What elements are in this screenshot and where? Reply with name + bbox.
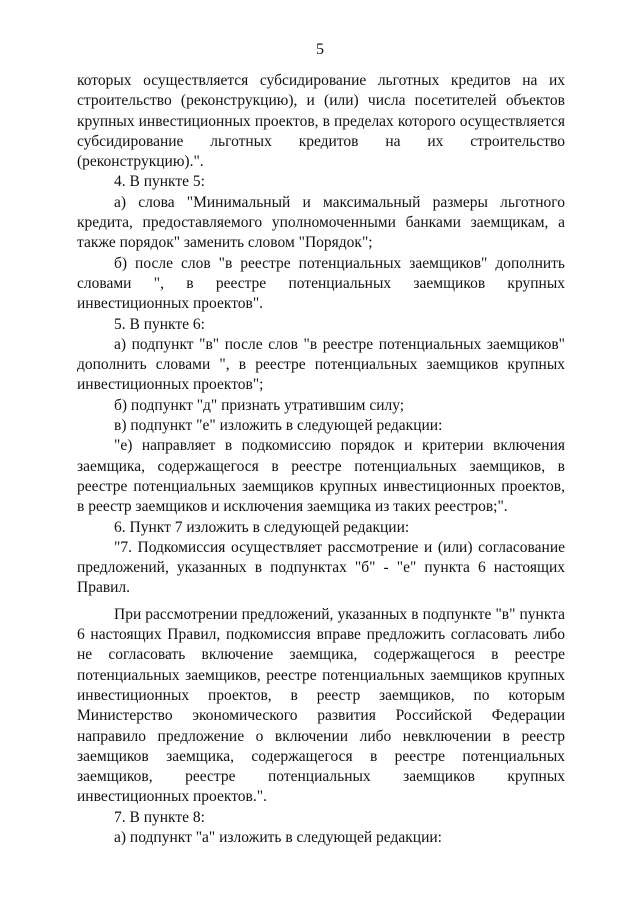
paragraph-item-6-text-cont: При рассмотрении предложений, указанных в подпункте "в" пункта 6 настоящих Правил, подкомиссия вправе предложить согласовать либо не согласовать включение заемщика, содержащегося в реестре потенциальных заемщиков, реестре потенциальных заемщиков крупных инвестиционных проектов, в реестр заемщиков, по которым Министерство экономического развития Российской Федерации направило предложение о включении либо невключении в реестр заемщиков заемщика, содержащегося в реестре потенциальных заемщиков, реестре потенциальных заемщиков крупных инвестиционных проектов.". [77, 605, 565, 806]
paragraph-item-4b: б) после слов "в реестре потенциальных заемщиков" дополнить словами ", в реестре потенциальных заемщиков крупных инвестиционных проектов". [77, 254, 565, 313]
paragraph-item-5a: а) подпункт "в" после слов "в реестре потенциальных заемщиков" дополнить словами ", в реестре потенциальных заемщиков крупных инвестиционных проектов"; [77, 335, 565, 394]
paragraph-item-4: 4. В пункте 5: [114, 173, 205, 191]
paragraph-item-5v-text: "е) направляет в подкомиссию порядок и критерии включения заемщика, содержащегося в реестре потенциальных заемщиков, в реестре потенциальных заемщиков крупных инвестиционных проектов, в реестр заемщиков и исключения заемщика из таких реестров;". [77, 437, 565, 516]
paragraph-item-5v: в) подпункт "е" изложить в следующей редакции: [114, 417, 443, 435]
page-number: 5 [316, 41, 324, 58]
paragraph-continuation: которых осуществляется субсидирование льготных кредитов на их строительство (реконструкцию), и (или) числа посетителей объектов крупных инвестиционных проектов, в пределах которого осуществляется субсидирование льготных кредитов на их строительство (реконструкцию).". [77, 72, 565, 171]
paragraph-item-6-text: "7. Подкомиссия осуществляет рассмотрение и (или) согласование предложений, указанных в подпунктах "б" - "е" пункта 6 настоящих Правил. [77, 538, 565, 597]
paragraph-item-5b: б) подпункт "д" признать утратившим силу; [114, 396, 405, 414]
paragraph-item-7: 7. В пункте 8: [114, 808, 205, 826]
paragraph-item-6: 6. Пункт 7 изложить в следующей редакции: [114, 518, 410, 536]
document-body [77, 71, 565, 848]
paragraph-item-7a: а) подпункт "а" изложить в следующей редакции: [114, 828, 442, 846]
paragraph-item-5: 5. В пункте 6: [114, 315, 205, 333]
paragraph-item-4a: а) слова "Минимальный и максимальный размеры льготного кредита, предоставляемого уполномоченными банками заемщикам, а также порядок" заменить словом "Порядок"; [77, 193, 565, 252]
